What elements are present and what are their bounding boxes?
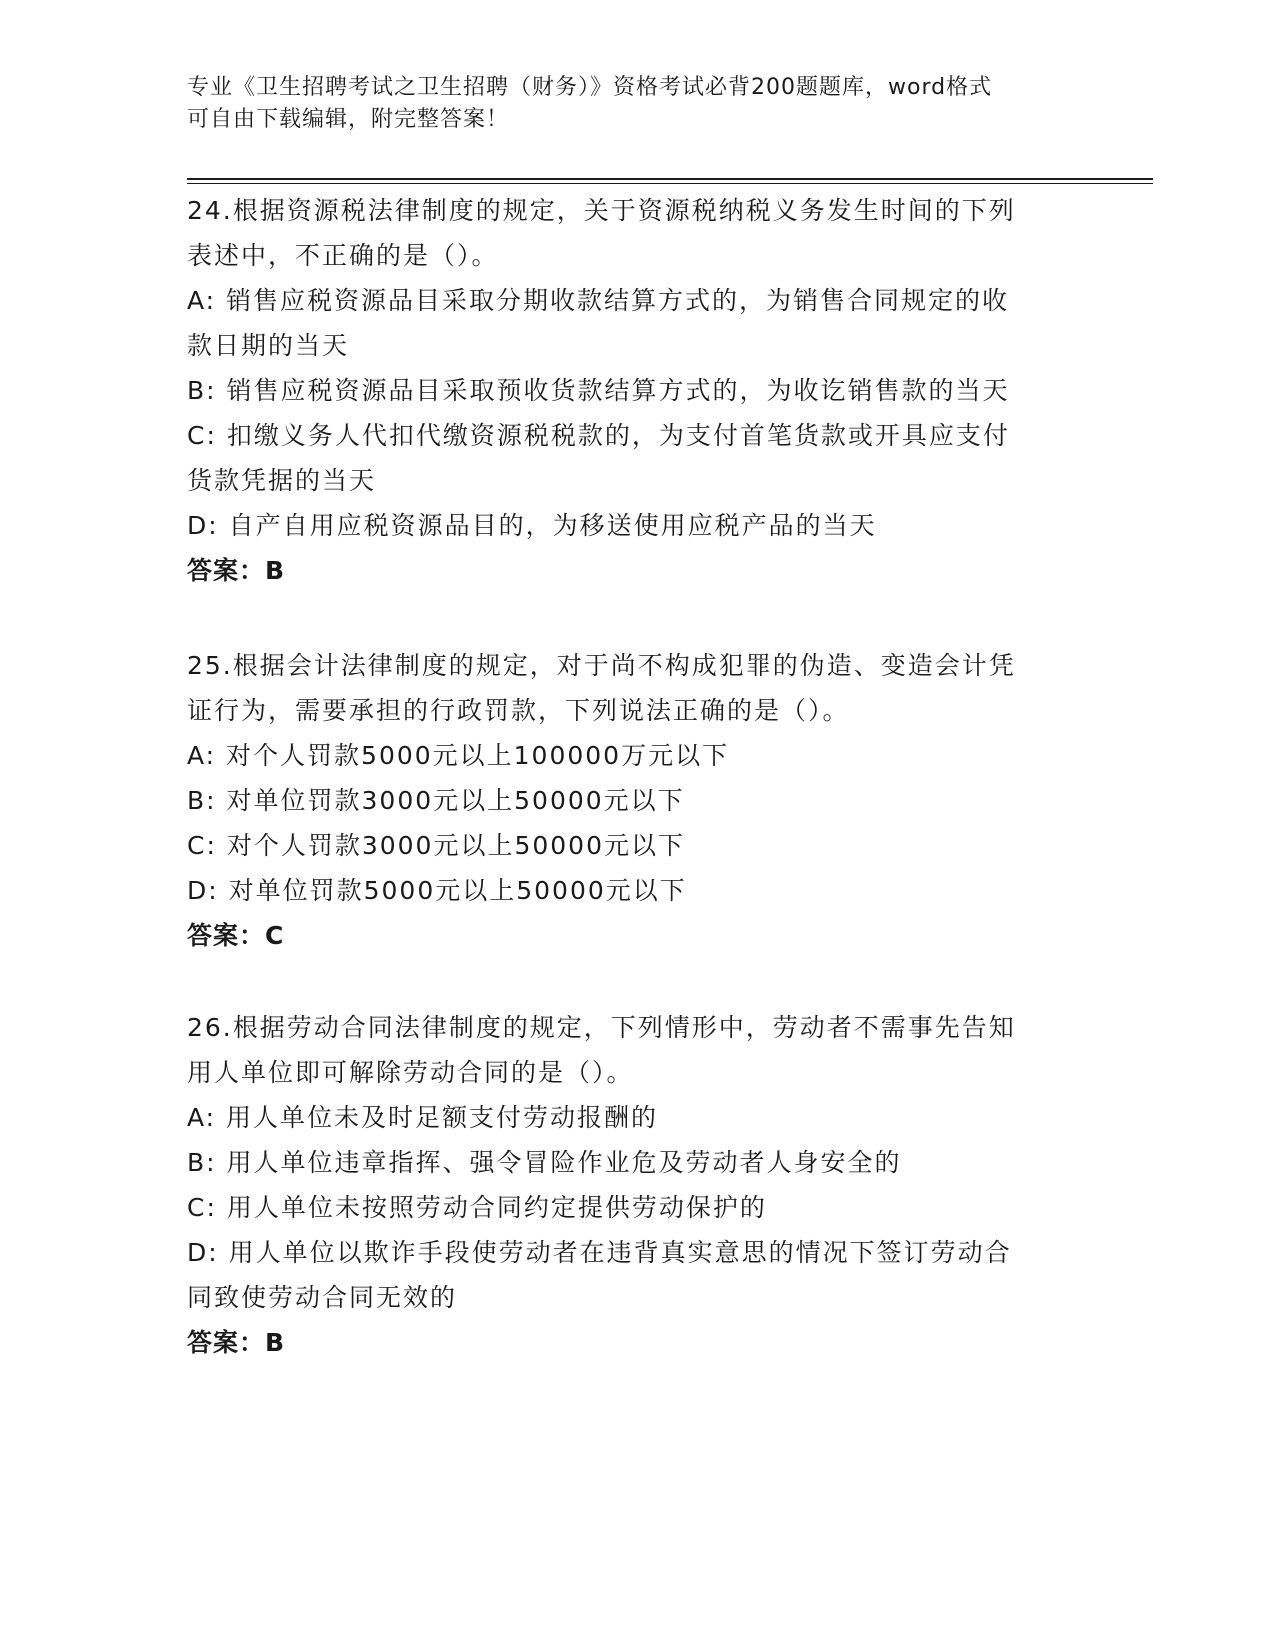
question-stem: 24.根据资源税法律制度的规定，关于资源税纳税义务发生时间的下列 [187,196,1016,225]
option-a: A: 用人单位未及时足额支付劳动报酬的 [187,1103,659,1132]
header-divider [187,178,1153,180]
question-stem: 证行为，需要承担的行政罚款，下列说法正确的是（）。 [187,696,850,725]
question-stem: 用人单位即可解除劳动合同的是（）。 [187,1058,634,1087]
option-c: C: 用人单位未按照劳动合同约定提供劳动保护的 [187,1193,767,1222]
option-c: 货款凭据的当天 [187,466,377,495]
option-d: D: 对单位罚款5000元以上50000元以下 [187,876,687,905]
document-header [187,72,1067,136]
option-d: D: 自产自用应税资源品目的，为移送使用应税产品的当天 [187,511,877,540]
header-line: 专业《卫生招聘考试之卫生招聘（财务）》资格考试必背200题题库，word格式 [187,75,993,100]
option-c: C: 扣缴义务人代扣代缴资源税税款的，为支付首笔货款或开具应支付 [187,421,1010,450]
question-stem: 26.根据劳动合同法律制度的规定，下列情形中，劳动者不需事先告知 [187,1013,1016,1042]
option-c: C: 对个人罚款3000元以上50000元以下 [187,831,685,860]
option-a: A: 销售应税资源品目采取分期收款结算方式的，为销售合同规定的收 [187,286,1010,315]
header-line: 可自由下载编辑，附完整答案！ [187,107,510,132]
answer: 答案：C [187,921,285,950]
question-24 [187,188,1087,593]
option-b: B: 对单位罚款3000元以上50000元以下 [187,786,685,815]
answer: 答案：B [187,556,286,585]
option-d: 同致使劳动合同无效的 [187,1283,458,1312]
question-stem: 表述中，不正确的是（）。 [187,241,499,270]
header-divider-thin [187,183,1153,184]
question-stem: 25.根据会计法律制度的规定，对于尚不构成犯罪的伪造、变造会计凭 [187,651,1016,680]
option-b: B: 销售应税资源品目采取预收货款结算方式的，为收讫销售款的当天 [187,376,1010,405]
option-a: A: 对个人罚款5000元以上100000万元以下 [187,741,730,770]
option-b: B: 用人单位违章指挥、强令冒险作业危及劳动者人身安全的 [187,1148,902,1177]
option-a: 款日期的当天 [187,331,350,360]
question-26 [187,1005,1087,1365]
option-d: D: 用人单位以欺诈手段使劳动者在违背真实意思的情况下签订劳动合 [187,1238,1012,1267]
answer: 答案：B [187,1328,286,1357]
question-25 [187,643,1087,958]
